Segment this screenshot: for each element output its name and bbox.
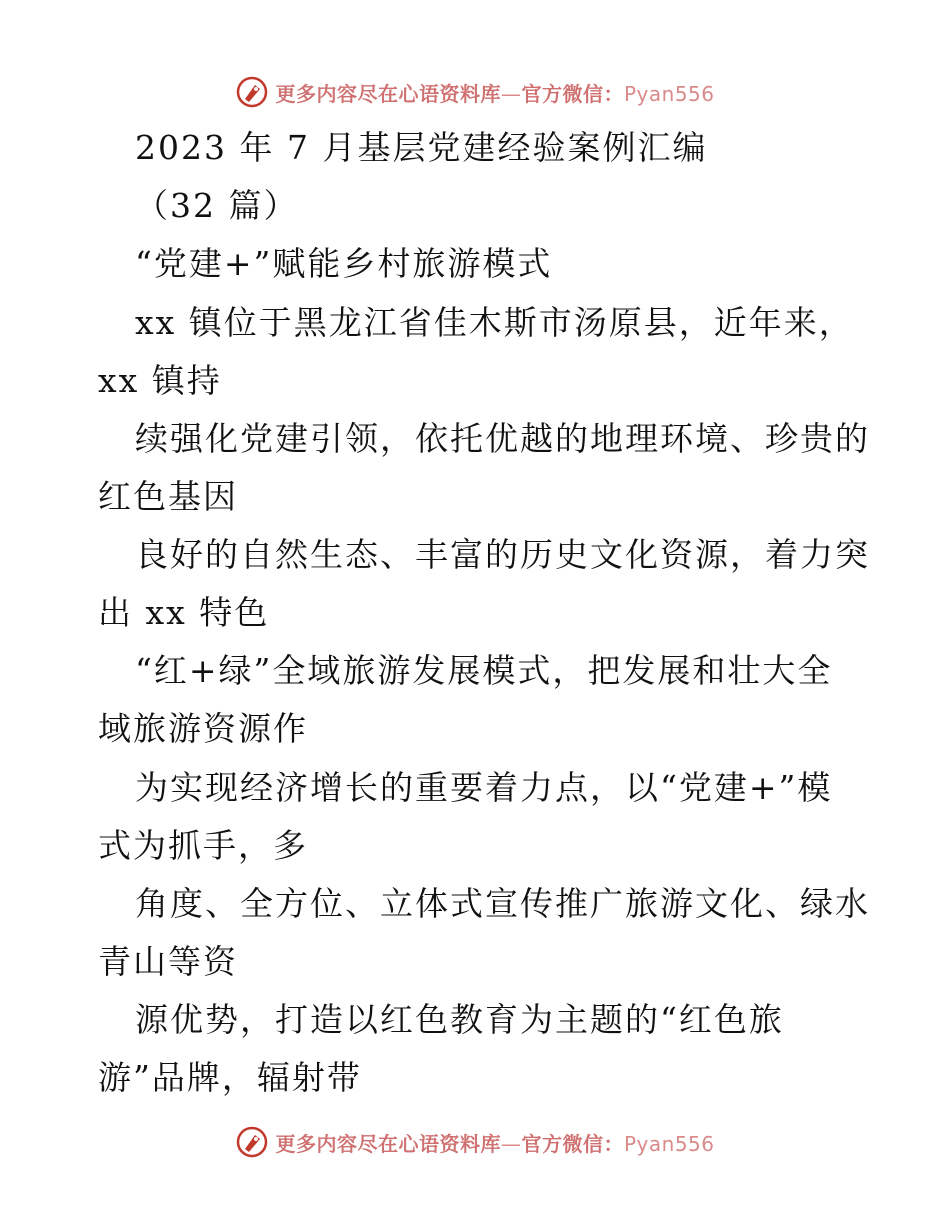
watermark-text: 更多内容尽在心语资料库—官方微信：Pyan556 bbox=[275, 1131, 715, 1156]
paragraph-line: xx 镇位于黑龙江省佳木斯市汤原县，近年来， bbox=[135, 303, 854, 342]
paragraph-line: 红色基因 bbox=[98, 477, 238, 516]
watermark-banner-bottom bbox=[0, 1122, 950, 1162]
document-subtitle: （32 篇） bbox=[135, 186, 299, 225]
paragraph-line: xx 镇持 bbox=[98, 361, 222, 400]
paragraph-line: 角度、全方位、立体式宣传推广旅游文化、绿水 bbox=[135, 884, 870, 923]
paragraph-line: 源优势，打造以红色教育为主题的“红色旅 bbox=[135, 1000, 784, 1039]
paragraph-line: 游”品牌，辐射带 bbox=[98, 1058, 362, 1097]
paragraph-line: 式为抓手，多 bbox=[98, 826, 308, 865]
watermark-banner-top bbox=[0, 72, 950, 112]
watermark-text: 更多内容尽在心语资料库—官方微信：Pyan556 bbox=[275, 81, 715, 106]
paragraph-line: 续强化党建引领，依托优越的地理环境、珍贵的 bbox=[135, 419, 870, 458]
paragraph-line: “红+绿”全域旅游发展模式，把发展和壮大全 bbox=[135, 651, 833, 690]
section-heading: “党建+”赋能乡村旅游模式 bbox=[135, 244, 553, 283]
pen-nib-logo-icon bbox=[235, 1125, 269, 1159]
paragraph-line: 域旅游资源作 bbox=[98, 709, 308, 748]
pen-nib-logo-icon bbox=[235, 75, 269, 109]
paragraph-line: 为实现经济增长的重要着力点，以“党建+”模 bbox=[135, 768, 833, 807]
paragraph-line: 青山等资 bbox=[98, 942, 238, 981]
paragraph-line: 良好的自然生态、丰富的历史文化资源，着力突 bbox=[135, 535, 870, 574]
document-title: 2023 年 7 月基层党建经验案例汇编 bbox=[135, 128, 708, 167]
paragraph-line: 出 xx 特色 bbox=[98, 593, 270, 632]
